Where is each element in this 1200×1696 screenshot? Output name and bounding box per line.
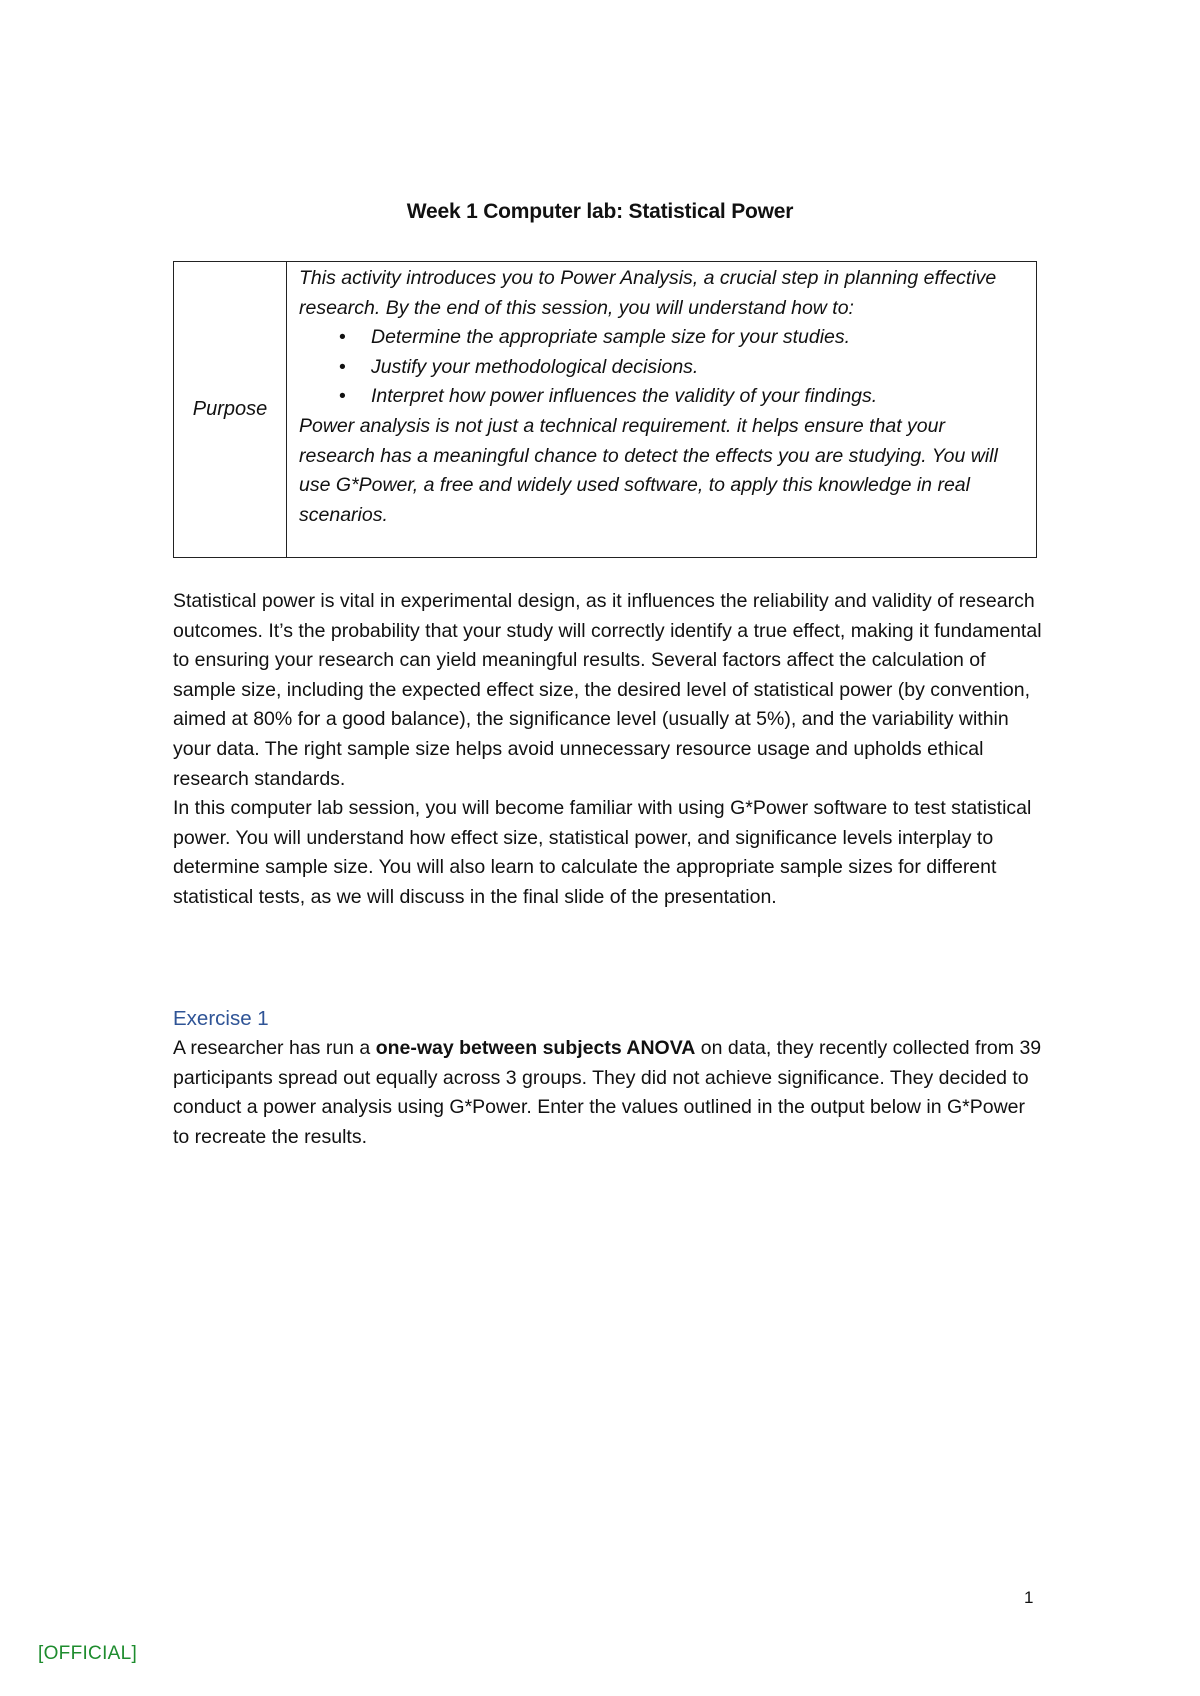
bullet-icon: • [339,385,346,408]
bullet-icon: • [339,355,346,378]
exercise-heading: Exercise 1 [173,1007,269,1030]
purpose-label: Purpose [192,398,268,420]
purpose-table [173,261,1037,558]
exercise-text [173,1034,1043,1152]
purpose-bullet-item [339,353,1026,383]
exercise-test-name: one-way between subjects ANOVA [375,1037,696,1059]
purpose-label-cell [174,262,287,557]
page-number: 1 [1024,1588,1034,1607]
body-paragraph: In this computer lab session, you will become familiar with using G*Power software to test statistical power. You will understand how effect size, statistical power, and significance levels interplay to determine sample size. You will also learn to calculate the appropriate sample sizes for different statistical tests, as we will discuss in the final slide of the presentation. [173,797,1032,908]
exercise-text-after: on data, they recently collected from 39 participants spread out equally across 3 groups. They did not achieve significance. They decided to conduct a power analysis using G*Power. Enter the values outlined in the output below in G*Power to recreate the results. [173,1037,1042,1148]
body-paragraph: Statistical power is vital in experimental design, as it influences the reliability and validity of research outcomes. It’s the probability that your study will correctly identify a true effect, making it fundamental to ensuring your research can yield meaningful results. Several factors affect the calculation of sample size, including the expected effect size, the desired level of statistical power (by convention, aimed at 80% for a good balance), the significance level (usually at 5%), and the variability within your data. The right sample size helps avoid unnecessary resource usage and upholds ethical research standards. [173,590,1042,790]
exercise-paragraph [173,1034,1043,1152]
purpose-bullet-text: Justify your methodological decisions. [371,355,699,378]
bullet-icon: • [339,326,346,349]
purpose-bullet-list [299,323,1026,412]
purpose-intro: This activity introduces you to Power Analysis, a crucial step in planning effective research. By the end of this session, you will understand how to: [299,267,997,319]
purpose-bullet-item [339,323,1026,353]
classification-marking: [OFFICIAL] [38,1643,138,1664]
purpose-content-cell [287,262,1036,557]
body-text [173,587,1043,913]
purpose-closing: Power analysis is not just a technical requirement. it helps ensure that your research has a meaningful chance to detect the effects you are studying. You will use G*Power, a free and widely used software, to apply this knowledge in real scenarios. [299,414,998,526]
purpose-bullet-text: Determine the appropriate sample size for your studies. [371,326,851,349]
purpose-bullet-item [339,382,1026,412]
purpose-bullet-text: Interpret how power influences the validity of your findings. [371,385,878,408]
page-title: Week 1 Computer lab: Statistical Power [406,200,794,223]
exercise-text-before: A researcher has run a [173,1037,376,1059]
